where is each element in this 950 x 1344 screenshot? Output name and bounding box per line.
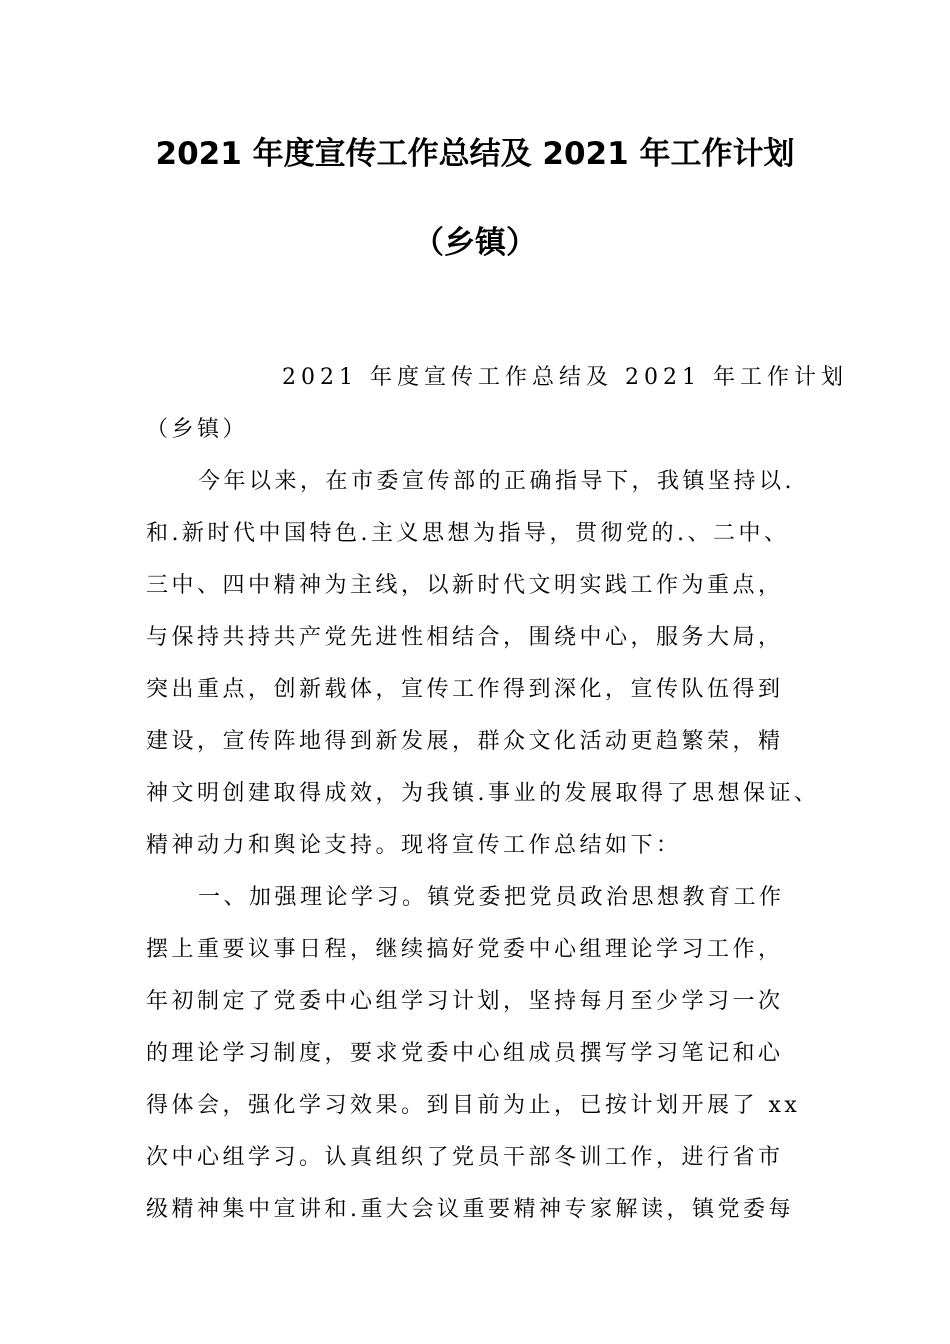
paragraph-line: 得体会，强化学习效果。到目前为止，已按计划开展了 xx — [146, 1093, 801, 1118]
body-subtitle-continuation: （乡镇） — [146, 417, 249, 442]
paragraph-line: 与保持共持共产党先进性相结合，围绕中心，服务大局， — [146, 625, 784, 650]
document-title-line-2: （乡镇） — [413, 225, 537, 261]
document-title-line-1: 2021 年度宣传工作总结及 2021 年工作计划 — [155, 136, 795, 172]
paragraph-line: 的理论学习制度，要求党委中心组成员撰写学习笔记和心 — [146, 1041, 784, 1066]
paragraph-line: 和.新时代中国特色.主义思想为指导，贯彻党的.、二中、 — [146, 521, 790, 546]
paragraph-line: 建设，宣传阵地得到新发展，群众文化活动更趋繁荣，精 — [146, 729, 784, 754]
body-subtitle-line: 2021 年度宣传工作总结及 2021 年工作计划 — [282, 365, 848, 390]
paragraph-line: 今年以来，在市委宣传部的正确指导下，我镇坚持以. — [198, 469, 795, 494]
paragraph-line: 次中心组学习。认真组织了党员干部冬训工作，进行省市 — [146, 1145, 784, 1170]
paragraph-line: 神文明创建取得成效，为我镇.事业的发展取得了思想保证、 — [146, 781, 820, 806]
paragraph-line: 级精神集中宣讲和.重大会议重要精神专家解读，镇党委每 — [146, 1197, 794, 1222]
paragraph-line: 年初制定了党委中心组学习计划，坚持每月至少学习一次 — [146, 989, 784, 1014]
paragraph-line: 突出重点，创新载体，宣传工作得到深化，宣传队伍得到 — [146, 677, 784, 702]
paragraph-line: 一、加强理论学习。镇党委把党员政治思想教育工作 — [198, 885, 785, 910]
paragraph-line: 精神动力和舆论支持。现将宣传工作总结如下： — [146, 833, 682, 858]
document-body — [146, 352, 848, 1236]
paragraph-line: 摆上重要议事日程，继续搞好党委中心组理论学习工作， — [146, 937, 784, 962]
paragraph-line: 三中、四中精神为主线，以新时代文明实践工作为重点， — [146, 573, 784, 598]
